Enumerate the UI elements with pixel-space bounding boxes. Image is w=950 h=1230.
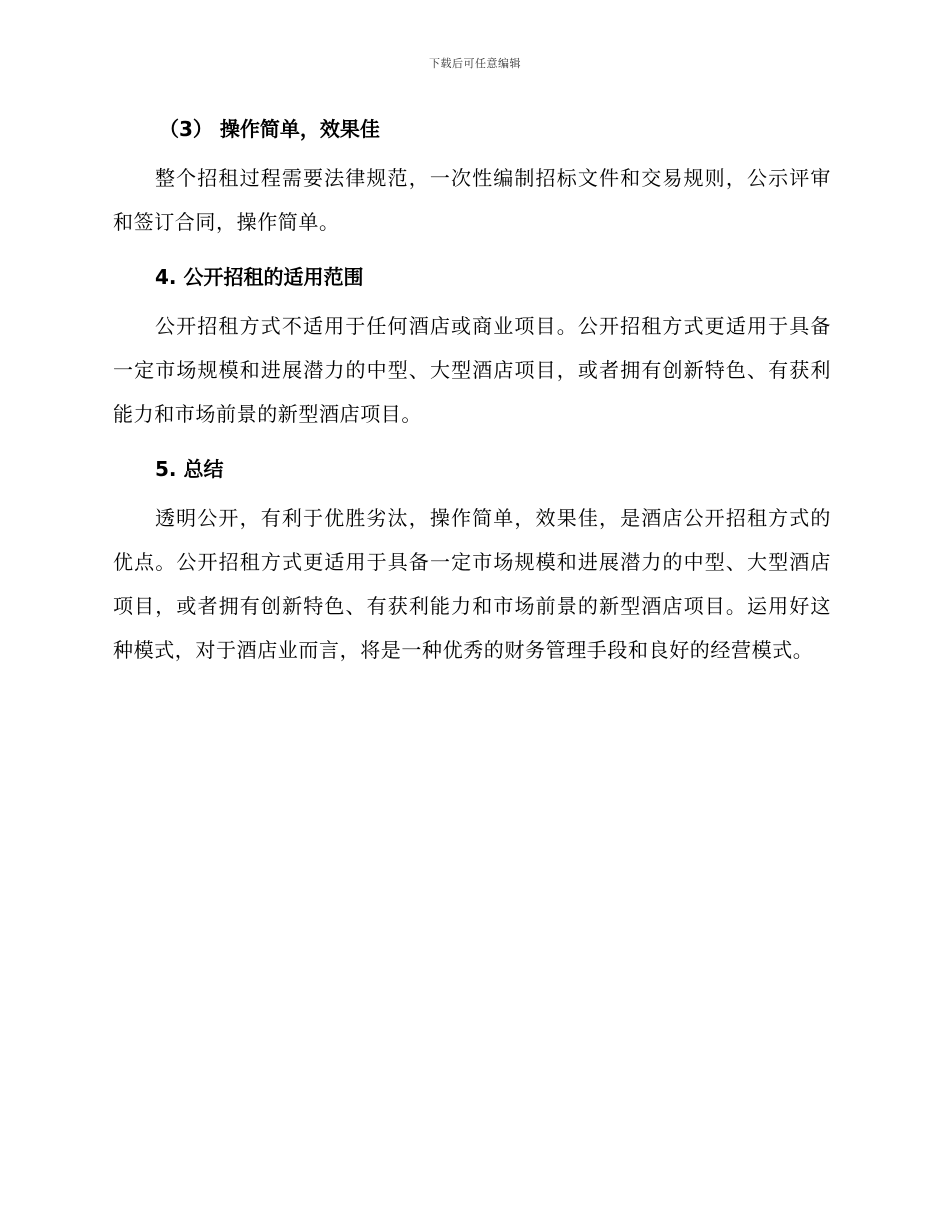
running-header: 下载后可任意编辑 (429, 57, 521, 70)
section-heading-scope: 4. 公开招租的适用范围 (155, 265, 364, 289)
section-paragraph-scope: 公开招租方式不适用于任何酒店或商业项目。公开招租方式更适用于具备一定市场规模和进展潜力的中型、大型酒店项目，或者拥有创新特色、有获利能力和市场前景的新型酒店项目。 (113, 314, 831, 426)
section-paragraph-summary: 透明公开，有利于优胜劣汰，操作简单，效果佳，是酒店公开招租方式的优点。公开招租方式更适用于具备一定市场规模和进展潜力的中型、大型酒店项目，或者拥有创新特色、有获利能力和市场前景的新型酒店项目。运用好这种模式，对于酒店业而言，将是一种优秀的财务管理手段和良好的经营模式。 (113, 506, 831, 662)
section-heading-summary: 5. 总结 (155, 457, 224, 481)
section-paragraph-operation: 整个招租过程需要法律规范，一次性编制招标文件和交易规则，公示评审和签订合同，操作简单。 (113, 166, 831, 234)
document-body (113, 108, 831, 684)
section-heading-operation: （3） 操作简单，效果佳 (159, 117, 380, 141)
